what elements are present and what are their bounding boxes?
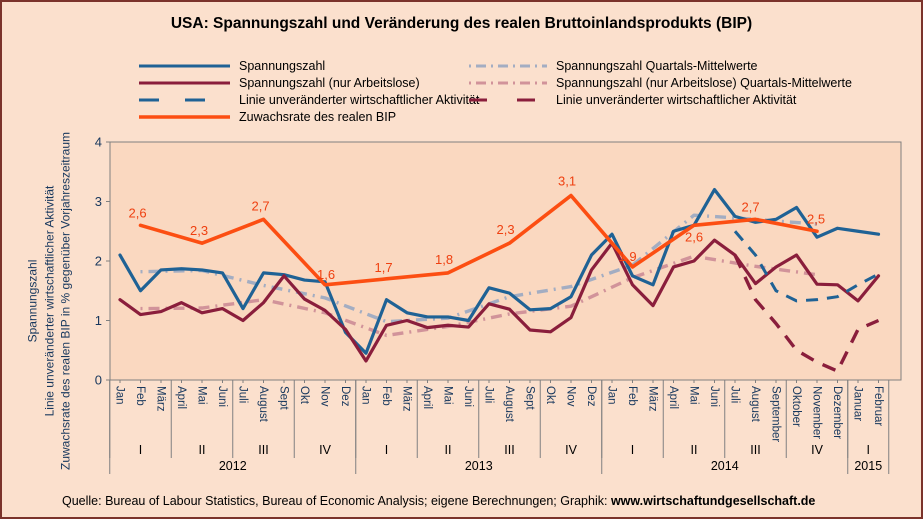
plot-area: [110, 142, 901, 380]
x-month-label: Juli: [482, 386, 495, 404]
x-month-label: Jan: [359, 386, 372, 405]
year-label: 2012: [218, 459, 247, 473]
quarter-label: II: [444, 443, 452, 457]
quarter-label: III: [258, 443, 269, 457]
quarter-label: II: [690, 443, 698, 457]
bip-value-label: 2,6: [128, 205, 147, 221]
x-month-label: Nov: [564, 386, 577, 407]
x-month-label: März: [400, 386, 413, 412]
legend-line-sample: [138, 113, 231, 121]
x-month-label: Feb: [134, 386, 146, 406]
y-tick-label: 4: [94, 134, 102, 150]
chart-title: USA: Spannungszahl und Veränderung des realen Bruttoinlandsprodukts (BIP): [170, 15, 753, 32]
x-month-label: Okt: [544, 386, 556, 404]
legend-item: [138, 76, 479, 90]
x-month-label: Oktober: [790, 386, 802, 427]
x-month-label: September: [769, 386, 782, 443]
x-month-label: Dez: [339, 386, 351, 407]
x-month-label: Mai: [195, 386, 208, 405]
quarter-label: IV: [565, 443, 577, 457]
quarter-label: III: [750, 443, 761, 457]
legend-label: Spannungszahl (nur Arbeitslose) Quartals-Mittelwerte: [556, 76, 852, 90]
y-tick-label: 3: [94, 194, 102, 209]
legend-item: [468, 59, 852, 73]
y-axis-title-line-2: Linie unveränderter wirtschaftlicher Aktivität: [41, 185, 56, 417]
quarter-label: II: [198, 443, 206, 457]
x-month-label: Juli: [728, 386, 741, 404]
bip-value-label: 2,5: [807, 211, 826, 227]
legend-label: Linie unveränderter wirtschaftlicher Aktivität: [239, 93, 480, 107]
x-month-label: Juni: [216, 386, 228, 408]
y-axis-title-line-1: Spannungszahl: [25, 259, 40, 343]
x-month-label: Dez: [585, 386, 597, 407]
legend-item: [468, 76, 852, 90]
x-month-label: Feb: [626, 386, 638, 406]
y-tick-label: 1: [94, 313, 102, 328]
x-month-label: Mai: [687, 386, 700, 405]
quarter-label: IV: [811, 443, 823, 457]
x-month-label: Okt: [298, 386, 310, 404]
y-tick-label: 2: [94, 253, 102, 269]
x-month-label: Mai: [441, 386, 454, 405]
x-month-label: Januar: [851, 386, 864, 422]
x-month-label: Dezember: [831, 386, 843, 440]
legend-item: [138, 59, 479, 73]
legend-left: [138, 59, 479, 124]
legend-item: [138, 93, 479, 107]
source-text: Quelle: Bureau of Labour Statistics, Bureau of Economic Analysis; eigene Berechnungen; Graphik:: [62, 494, 611, 508]
year-label: 2013: [464, 459, 493, 473]
x-month-label: August: [749, 386, 761, 422]
x-month-label: Jan: [113, 386, 126, 405]
source-site: www.wirtschaftundgesellschaft.de: [610, 494, 816, 508]
legend-line-sample: [468, 62, 548, 70]
x-month-label: Jan: [605, 386, 618, 405]
legend-label: Zuwachsrate des realen BIP: [239, 110, 397, 124]
x-month-label: Sept: [523, 386, 536, 410]
legend-label: Spannungszahl Quartals-Mittelwerte: [556, 59, 758, 73]
x-month-label: März: [154, 386, 167, 412]
legend-line-sample: [138, 62, 231, 70]
x-month-label: Feb: [380, 386, 392, 406]
bip-value-label: 3,1: [558, 173, 577, 189]
year-label: 2014: [710, 459, 739, 473]
x-month-label: August: [503, 386, 515, 422]
y-tick-label: 0: [94, 372, 102, 388]
bip-value-label: 1,9: [618, 248, 637, 264]
x-month-label: Februar: [872, 386, 884, 427]
y-axis-title: [24, 132, 74, 470]
legend-item: [138, 110, 479, 124]
x-month-label: Sept: [277, 386, 290, 410]
legend-line-sample: [138, 96, 231, 104]
source-line: [62, 494, 815, 508]
bip-value-label: 2,7: [741, 199, 760, 215]
bip-value-label: 2,3: [496, 222, 515, 238]
x-month-label: Juli: [236, 386, 249, 404]
bip-value-label: 1,7: [374, 259, 393, 275]
x-month-label: März: [646, 386, 659, 412]
legend-line-sample: [468, 79, 548, 87]
legend-item: [468, 93, 852, 107]
x-month-label: Juni: [708, 386, 720, 408]
quarter-label: III: [504, 443, 515, 457]
bip-value-label: 1,8: [435, 251, 454, 267]
bip-value-label: 2,7: [251, 198, 270, 214]
x-month-label: April: [421, 386, 433, 410]
bip-value-label: 2,3: [190, 223, 209, 239]
x-month-label: April: [667, 386, 679, 410]
quarter-label: I: [630, 443, 635, 457]
quarter-label: I: [138, 443, 143, 457]
legend-label: Spannungszahl (nur Arbeitslose): [239, 76, 420, 90]
legend-line-sample: [468, 96, 548, 104]
legend-line-sample: [138, 79, 231, 87]
legend-right: [468, 59, 852, 107]
x-month-label: Nov: [318, 386, 331, 407]
legend-label: Linie unveränderter wirtschaftlicher Aktivität: [556, 93, 797, 107]
quarter-label: I: [384, 443, 389, 457]
quarter-label: IV: [319, 443, 331, 457]
legend-label: Spannungszahl: [239, 59, 326, 73]
x-month-label: November: [810, 386, 823, 440]
year-label: 2015: [854, 459, 883, 473]
x-month-label: April: [175, 386, 187, 410]
bip-value-label: 2,6: [685, 229, 704, 245]
quarter-label: I: [866, 443, 870, 457]
bip-value-label: 1,6: [317, 266, 336, 282]
x-month-label: August: [257, 386, 269, 422]
y-axis-title-line-3: Zuwachsrate des realen BIP in % gegenüber Vorjahreszeitraum: [58, 132, 73, 470]
x-month-label: Juni: [462, 386, 474, 408]
